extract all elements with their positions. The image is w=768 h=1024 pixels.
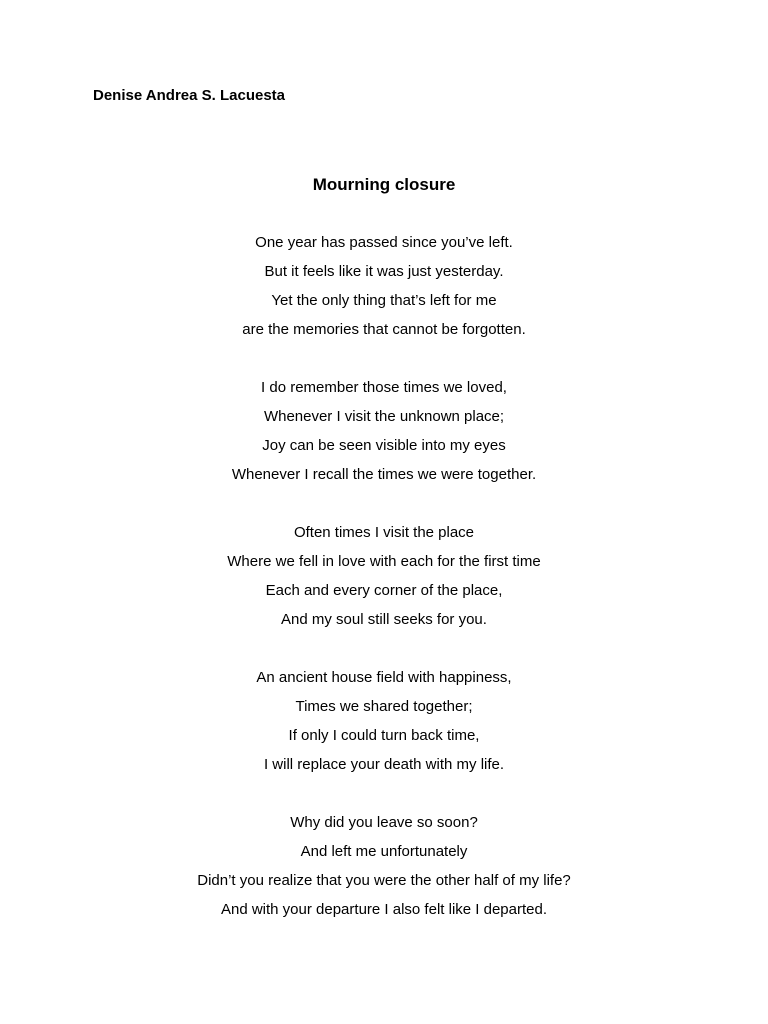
poem-line: Often times I visit the place — [293, 524, 475, 541]
poem-line: An ancient house field with happiness, — [256, 669, 512, 686]
poem-body — [0, 233, 768, 958]
poem-line: Why did you leave so soon? — [290, 814, 478, 831]
poem-line: If only I could turn back time, — [288, 727, 480, 744]
poem-title: Mourning closure — [312, 175, 456, 194]
poem-line: One year has passed since you’ve left. — [255, 234, 513, 251]
poem-line: Whenever I visit the unknown place; — [263, 408, 505, 425]
poem-line: And with your departure I also felt like I departed. — [220, 901, 547, 918]
stanza-4 — [0, 668, 768, 784]
poem-line: Where we fell in love with each for the first time — [227, 553, 541, 570]
poem-line: Times we shared together; — [295, 698, 473, 715]
stanza-3 — [0, 523, 768, 639]
poem-line: Joy can be seen visible into my eyes — [262, 437, 506, 454]
stanza-2 — [0, 378, 768, 494]
poem-line: I do remember those times we loved, — [261, 379, 507, 396]
author-name: Denise Andrea S. Lacuesta — [93, 87, 286, 104]
poem-line: Didn’t you realize that you were the other half of my life? — [197, 872, 571, 889]
poem-line: Yet the only thing that’s left for me — [271, 292, 497, 309]
stanza-1 — [0, 233, 768, 349]
poem-line: And left me unfortunately — [300, 843, 468, 860]
poem-line: are the memories that cannot be forgotten. — [242, 321, 526, 338]
poem-line: But it feels like it was just yesterday. — [264, 263, 504, 280]
poem-line: Whenever I recall the times we were together. — [231, 466, 537, 483]
stanza-5 — [0, 813, 768, 929]
poem-line: Each and every corner of the place, — [265, 582, 503, 599]
poem-line: And my soul still seeks for you. — [281, 611, 487, 628]
poem-line: I will replace your death with my life. — [263, 756, 505, 773]
